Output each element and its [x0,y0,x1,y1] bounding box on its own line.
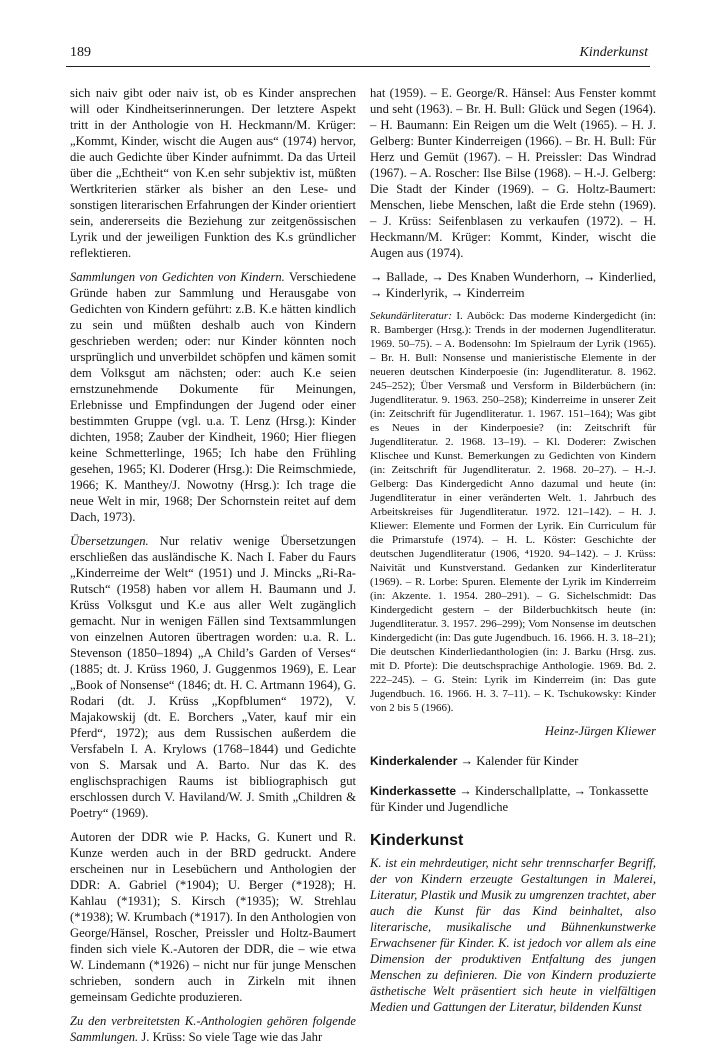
header-rule [66,66,650,67]
paragraph-uebersetzungen: Übersetzungen. Nur relativ wenige Übersetzungen erschließen das ausländische K. Nach I. Faber du Faurs „Kinderreime der Welt“ (1951) und J. Mincks „Ri-Ra-Rutsch“ (1958) haben vor allem H. Baumann und J. Krüss Volksgut und K.e aus aller Welt zugänglich gemacht. Nur in wenigen Fällen sind Textsammlungen von einzelnen Autoren übertragen worden: u.a. R. L. Stevenson (1850–1894) „A Child’s Garden of Verses“ (1885; dt. J. Krüss 1960, J. Guggenmos 1969), E. Lear „Book of Nonsense“ (1846; dt. H. C. Artmann 1964), G. Rodari (dt. J. Krüss „Kopfblumen“ 1972), V. Majakowskij (dt. E. Borchers „Vater, kauf mir ein Pferd“, 1972); aus dem Russischen außerdem die Versfabeln I. A. Krylows (1768–1844) und Gedichte von S. Marsak und A. Barto. Nur das K. des englischsprachigen Raums ist bibliographisch gut erschlossen durch V. Haviland/W. J. Smith „Children & Poetry“ (1969). [70,534,356,820]
right-column [370,85,656,1023]
lemma-definition: K. ist ein mehrdeutiger, nicht sehr trennscharfer Begriff, der von Kindern erzeugte Gestaltungen in Malerei, Literatur, Plastik und Musik zu umgrenzen trachtet, aber auch die Kunst für das Kind beinhaltet, also literarische, musikalische und Bühnenkunstwerke Erwachsener für Kinder. K. ist jedoch vor allem als eine Dimension der produktiven Entfaltung des jungen Menschen zu definieren. Die von Kindern produzierte ästhetische Welt präsentiert sich heute in vielfältigen Medien und Gattungen der Literatur, bildenden Kunst [370,856,656,1014]
left-column [70,85,356,1053]
lemma-heading: Kinderkunst [370,832,464,849]
entry-keyword: Kinderkassette [370,784,457,798]
paragraph-kinder-gedichte: Sammlungen von Gedichten von Kindern. Verschiedene Gründe haben zur Sammlung und Herausgabe von Gedichten von Kindern geführt: z.B. K.e hätten kindlich zu sein und müßten deshalb auch von Kindern geschrieben werden; oder: nur Kinder könnten noch ursprünglich und unverbildet schöpfen und kämen somit dem Volksgut am nächsten; oder: auch K.e seien ernstzunehmende Dokumente für Meinungen, Erlebnisse und Empfindungen der Jugend oder einer bestimmten Gruppe (vgl. u.a. T. Lenz (Hrsg.): Kinder dichten, 1958; Zauber der Kindheit, 1960; Hier fliegen keine Schmetterlinge, 1965; Ich habe den Frühling gesehen, 1965; Kl. Doderer (Hrsg.): Die Reimschmiede, 1966; K. Manthey/J. Nowotny (Hrsg.): Ich trage die neue Welt in mir, 1968; Der Schornstein reitet auf dem Dach, 1973). [70,270,357,524]
paragraph-lead: Sammlungen von Gedichten von Kindern. [70,270,285,284]
entry-reference: → Kalender für Kinder [460,754,579,768]
paragraph-intro: sich naiv gibt oder naiv ist, ob es Kinder ansprechen will oder Kindheitserinnerungen. Der letztere Aspekt tritt in der Anthologie von H. Heckmann/M. Krüger: „Kommt, Kinder, wischt die Augen aus“ (1974) hervor, die auch Gedichte über Kinder aufnimmt. Da das Urteil über die „Echtheit“ von K.en sehr subjektiv ist, müßten Wertkriterien stärker als bisher an den Lese- und sonstigen literarischen Erfahrungen der Kinder orientiert sein, andererseits die Beziehung zur zeitgenössischen Lyrik und der jeweiligen Funktion des K.s gründlicher reflektieren. [70,86,356,260]
paragraph-ddr-autoren: Autoren der DDR wie P. Hacks, G. Kunert und R. Kunze werden auch in der BRD gedruckt. Andere erscheinen nur in Lesebüchern und Anthologien der DDR: A. Gabriel (*1904); U. Berger (*1928); H. Kahlau (*1931); S. Kirsch (*1935); W. Strehlau (*1938); W. Krumbach (*1917). In den Anthologien von George/Hänsel, Roscher, Preissler und Holtz-Baumert finden sich viele K.-Autoren der DDR, die – wie etwa W. Lindemann (*1926) – nicht nur für junge Menschen schrieben, sondern auch in Zirkeln mit ihnen gemeinsam Gedichte produzieren. [70,830,356,1004]
paragraph-lead: Übersetzungen. [70,534,149,548]
article-author: Heinz-Jürgen Kliewer [544,724,656,738]
entry-reference: → Kinderschallplatte, → Tonkassette für Kinder und Jugendliche [370,784,649,814]
cross-references: → Ballade, → Des Knaben Wunderhorn, → Kinderlied, → Kinderlyrik, → Kinderreim [370,270,656,300]
entry-kinderkalender [370,753,656,769]
secondary-literature-label: Sekundärliteratur: [370,310,452,322]
entry-keyword: Kinderkalender [370,754,458,768]
running-title: Kinderkunst [579,45,648,60]
paragraph-anthologien: Zu den verbreitetsten K.-Anthologien gehören folgende Sammlungen. J. Krüss: So viele Tage wie das Jahr [70,1014,356,1044]
secondary-literature: Sekundärliteratur: I. Auböck: Das moderne Kindergedicht (in: R. Bamberger (Hrsg.): Trends in der modernen Jugendliteratur. 1969. 50–75). – A. Bodensohn: Im Spielraum der Lyrik (1965). – Br. H. Bull: Nonsense und manieristische Elemente in der neueren deutschen Kinderpoesie (in: Jugendliteratur. 8. 1962. 245–252); Über Versmaß und Versform in Bilderbüchern (in: Jugendliteratur. 9. 1963. 250–258); Kinderreime in unserer Zeit (in: Zeitschrift für Jugendliteratur. 1. 1967. 151–164); Was gibt es Neues in der Kinderpoesie? (in: Zeitschrift für Jugendliteratur. 2. 1968. 13–19). – Kl. Doderer: Zwischen Klischee und Kunst. Bemerkungen zu Gedichten von Kindern (in: Zeitschrift für Jugendliteratur. 2. 1968. 20–27). – H.-J. Gelberg: Das Kindergedicht Anno dazumal und heute (in: Jugendliteratur in einer veränderten Welt. 1. Jahrbuch des Arbeitskreises für Jugendliteratur. 1972. 121–142). – H. J. Kliewer: Elemente und Formen der Lyrik. Ein Curriculum für die Primarstufe (1974). – H. L. Köster: Geschichte der deutschen Jugendliteratur (1906, ⁴1920. 94–142). – J. Krüss: Naivität und Kunstverstand. Gedanken zur Kinderliteratur (1969). – R. Lorbe: Spuren. Elemente der Lyrik im Kinderreim (in: Akzente. 1. 1954. 280–291). – G. Sichelschmidt: Das Kindergedicht gestern – der Bilderbuchkitsch heute (in: Jugendliteratur. 3. 1957. 296–299); Vom Nonsense im deutschen Kindergedicht (in: Das gute Jugendbuch. 16. 1966. H. 3. 18–21); Die deutschen Kinderliedanthologien (in: J. Barku (Hrsg. zus. mit D. Pforte): Die deutschsprachige Anthologie. 1969. Bd. 2. 222–245). – G. Stein: Lyrik im Kinderreim (in: Das gute Jugendbuch. 16. 1966. H. 3. 7–11). – K. Tschukowsky: Kinder von 2 bis 5 (1966). [370,310,657,714]
page-number: 189 [70,45,91,60]
paragraph-lead: Zu den verbreitetsten K.-Anthologien gehören folgende Sammlungen. [70,1014,356,1044]
paragraph-anthologien-cont: hat (1959). – E. George/R. Hänsel: Aus Fenster kommt und seht (1963). – Br. H. Bull: Glück und Segen (1964). – H. Baumann: Ein Reigen um die Welt (1965). – H. J. Gelberg: Bunter Kinderreigen (1966). – Br. H. Bull: Für Herz und Gemüt (1967). – H. Preissler: Das Windrad (1967). – A. Roscher: Ilse Bilse (1968). – H.-J. Gelberg: Die Stadt der Kinder (1969). – G. Holtz-Baumert: Menschen, liebe Menschen, laßt die Erde stehn (1969). – J. Krüss: Seifenblasen zu verkaufen (1972). – H. Heckmann/M. Krüger: Kommt, Kinder, wischt die Augen aus (1974). [370,86,656,260]
entry-kinderkassette [370,783,656,815]
